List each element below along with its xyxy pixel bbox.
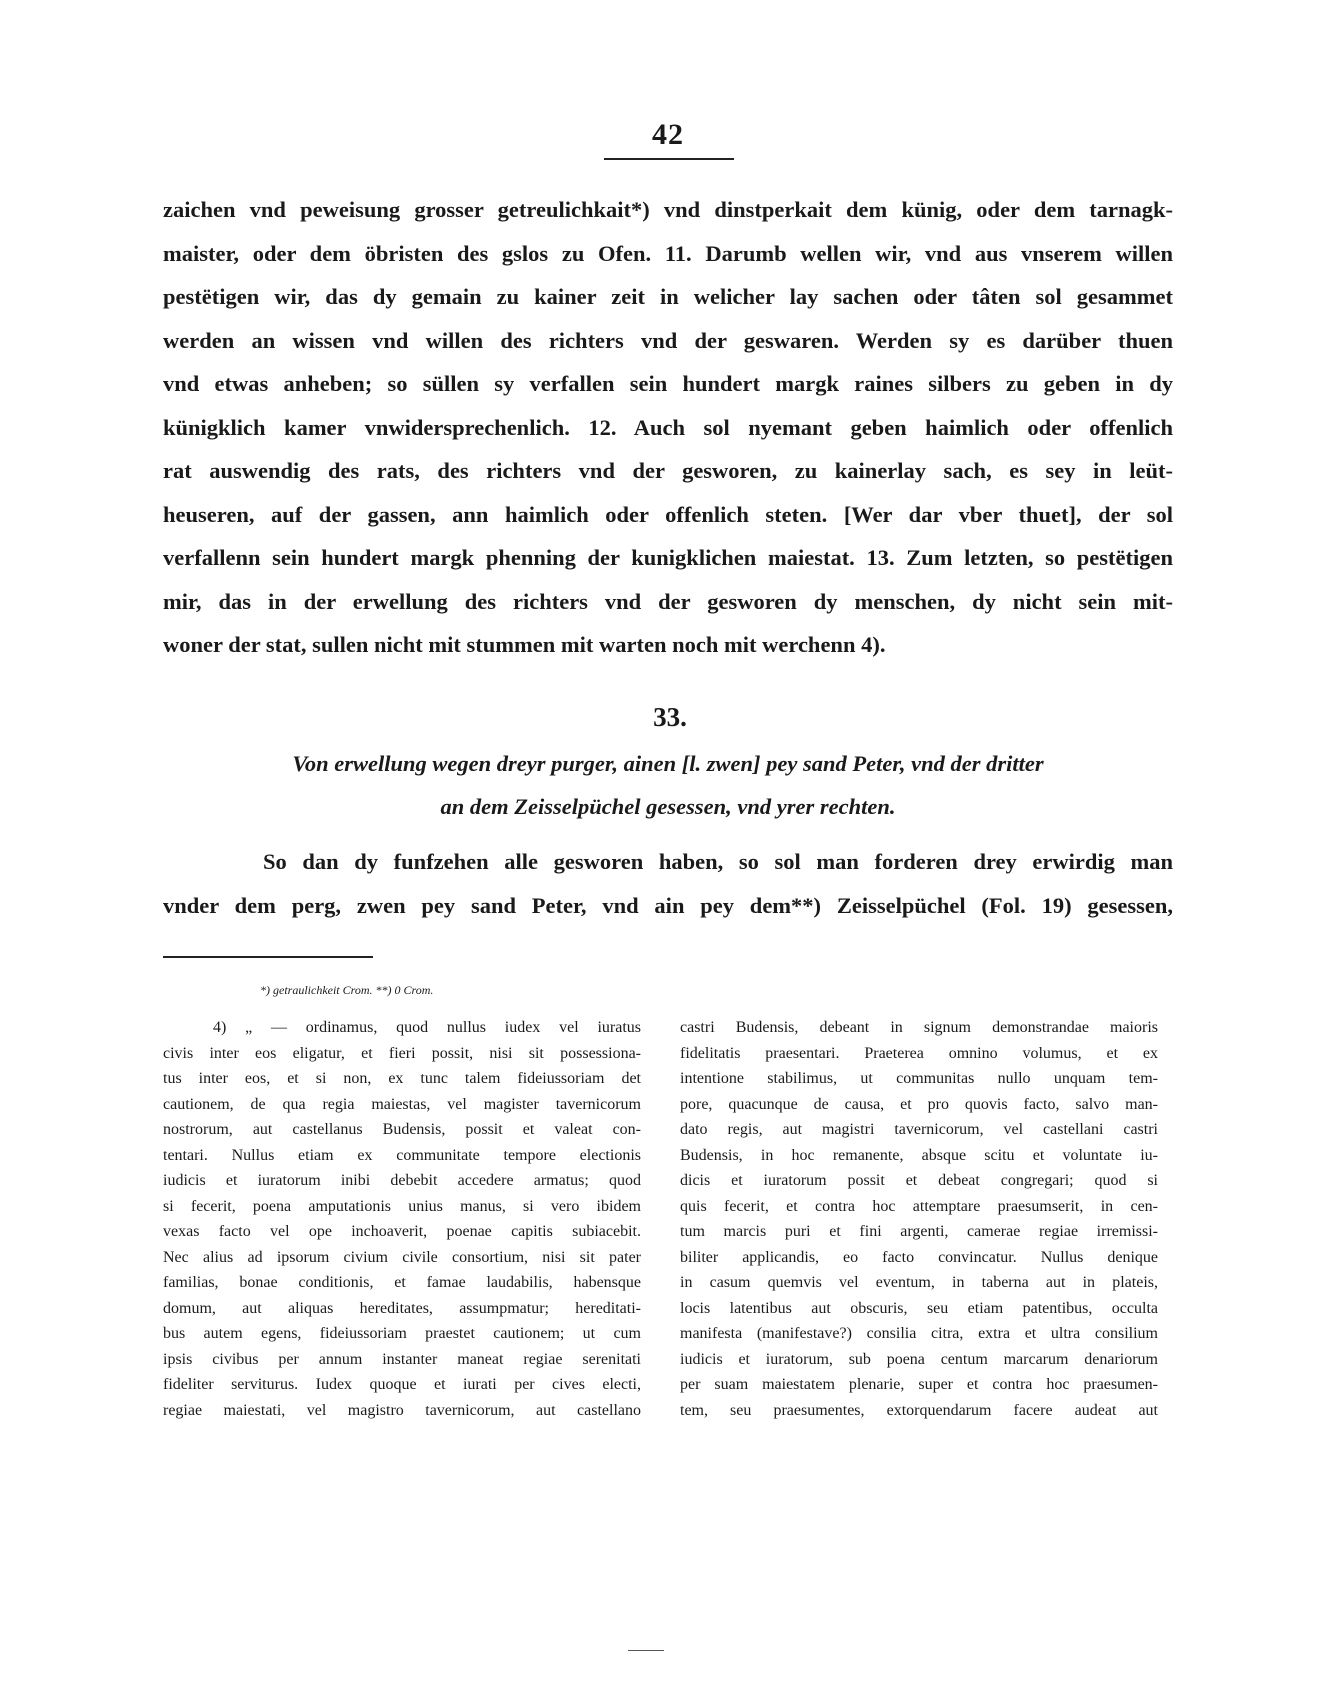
- page-number: 42: [652, 118, 684, 151]
- footnote-line: ipsis civibus per annum instanter maneat regiae serenitati: [163, 1350, 641, 1368]
- footnote-line: tum marcis puri et fini argenti, camerae regiae irremissi-: [680, 1223, 1158, 1240]
- footnote-line: intentione stabilimus, ut communitas nullo unquam tem-: [680, 1070, 1158, 1087]
- page-number-rule: [604, 158, 734, 160]
- footnote-line: in casum quemvis vel eventum, in taberna aut in plateis,: [680, 1274, 1158, 1291]
- footnote-line: iudicis et iuratorum inibi debebit accedere armatus; quod: [163, 1172, 641, 1189]
- footnote-column-left: [163, 1015, 641, 1423]
- main-paragraph: [163, 188, 1173, 667]
- footnote-line: quis fecerit, et contra hoc attemptare praesumserit, in cen-: [680, 1197, 1158, 1215]
- main-line: werden an wissen vnd willen des richters vnd der geswaren. Werden sy es darüber thuen: [163, 327, 1173, 353]
- main-line: heuseren, auf der gassen, ann haimlich oder offenlich steten. [Wer dar vber thuet], der sol: [163, 501, 1173, 527]
- main-line: zaichen vnd peweisung grosser getreulichkait*) vnd dinstperkait dem künig, oder dem tarnagk-: [163, 197, 1173, 222]
- section-body-line: vnder dem perg, zwen pey sand Peter, vnd ain pey dem**) Zeisselpüchel (Fol. 19) gesessen,: [163, 893, 1173, 918]
- footnote-line: vexas facto vel ope inchoaverit, poenae capitis subiacebit.: [163, 1223, 641, 1240]
- footnote-line: biliter applicandis, eo facto convincatur. Nullus denique: [680, 1248, 1158, 1266]
- footnote-line: manifesta (manifestave?) consilia citra, extra et ultra consilium: [680, 1325, 1158, 1342]
- footnote-line: tus inter eos, et si non, ex tunc talem fideiussoriam det: [163, 1070, 641, 1087]
- bottom-mark: [628, 1650, 664, 1651]
- section-title-line: Von erwellung wegen dreyr purger, ainen [l. zwen] pey sand Peter, vnd der dritter: [292, 751, 1044, 776]
- main-line: woner der stat, sullen nicht mit stummen mit warten noch mit werchenn 4).: [163, 632, 886, 657]
- footnote-line: castri Budensis, debeant in signum demonstrandae maioris: [680, 1019, 1158, 1036]
- footnote-line: pore, quacunque de causa, et pro quovis facto, salvo man-: [680, 1095, 1158, 1113]
- main-line: verfallenn sein hundert margk phenning der kunigklichen maiestat. 13. Zum letzten, so pestëtigen: [163, 545, 1173, 570]
- section-number: 33.: [653, 702, 687, 732]
- main-line: vnd etwas anheben; so süllen sy verfallen sein hundert margk raines silbers zu geben in dy: [163, 371, 1173, 396]
- footnote-line: domum, aut aliquas hereditates, assumpmatur; hereditati-: [163, 1299, 641, 1317]
- footnote-line: tentari. Nullus etiam ex communitate tempore electionis: [163, 1146, 641, 1164]
- footnote-column-right: [680, 1015, 1158, 1423]
- footnote-line: locis latentibus aut obscuris, seu etiam patentibus, occulta: [680, 1299, 1158, 1317]
- footnote-line: per suam maiestatem plenarie, super et contra hoc praesumen-: [680, 1376, 1158, 1393]
- footnote-line: bus autem egens, fideiussoriam praestet cautionem; ut cum: [163, 1325, 641, 1342]
- section-body: [163, 840, 1173, 928]
- footnote-line: fideliter serviturus. Iudex quoque et iurati per cives electi,: [163, 1376, 641, 1393]
- footnote-line: fidelitatis praesentari. Praeterea omnino volumus, et ex: [680, 1044, 1158, 1062]
- main-line: künigklich kamer vnwidersprechenlich. 12. Auch sol nyemant geben haimlich oder offenlich: [163, 414, 1173, 440]
- section-title-line: an dem Zeisselpüchel gesessen, vnd yrer rechten.: [440, 794, 896, 819]
- main-line: rat auswendig des rats, des richters vnd der gesworen, zu kainerlay sach, es sey in leüt-: [163, 458, 1173, 483]
- footnote-line: dicis et iuratorum possit et debeat congregari; quod si: [680, 1172, 1158, 1189]
- variant-notes: *) getraulichkeit Crom. **) 0 Crom.: [260, 983, 434, 997]
- footnote-line: cautionem, de qua regia maiestas, vel magister tavernicorum: [163, 1095, 641, 1113]
- footnote-line: regiae maiestati, vel magistro tavernicorum, aut castellano: [163, 1401, 641, 1419]
- footnote-line: nostrorum, aut castellanus Budensis, possit et valeat con-: [163, 1121, 641, 1138]
- main-line: mir, das in der erwellung des richters vnd der gesworen dy menschen, dy nicht sein mit-: [163, 588, 1173, 614]
- footnote-line: iudicis et iuratorum, sub poena centum marcarum denariorum: [680, 1350, 1158, 1368]
- footnote-line: civis inter eos eligatur, et fieri possit, nisi sit possessiona-: [163, 1044, 641, 1062]
- footnote-line: dato regis, aut magistri tavernicorum, vel castellani castri: [680, 1121, 1158, 1138]
- section-body-line: So dan dy funfzehen alle gesworen haben, so sol man forderen drey erwirdig man: [263, 849, 1173, 874]
- footnote-line: familias, bonae conditionis, et famae laudabilis, habensque: [163, 1274, 641, 1291]
- footnote-line: Nec alius ad ipsorum civium civile consortium, nisi sit pater: [163, 1248, 641, 1266]
- main-line: maister, oder dem öbristen des gslos zu Ofen. 11. Darumb wellen wir, vnd aus vnserem willen: [163, 240, 1173, 266]
- footnote-line: tem, seu praesumentes, extorquendarum facere audeat aut: [680, 1401, 1158, 1419]
- main-line: pestëtigen wir, das dy gemain zu kainer zeit in welicher lay sachen oder tâten sol gesammet: [163, 284, 1173, 309]
- footnote-line: 4) „ — ordinamus, quod nullus iudex vel iuratus: [213, 1019, 641, 1036]
- footnote-line: Budensis, in hoc remanente, absque scitu et voluntate iu-: [680, 1146, 1158, 1164]
- footnote-rule: [163, 956, 373, 958]
- section-title: [163, 742, 1173, 828]
- footnote-line: si fecerit, poena amputationis unius manus, si vero ibidem: [163, 1197, 641, 1215]
